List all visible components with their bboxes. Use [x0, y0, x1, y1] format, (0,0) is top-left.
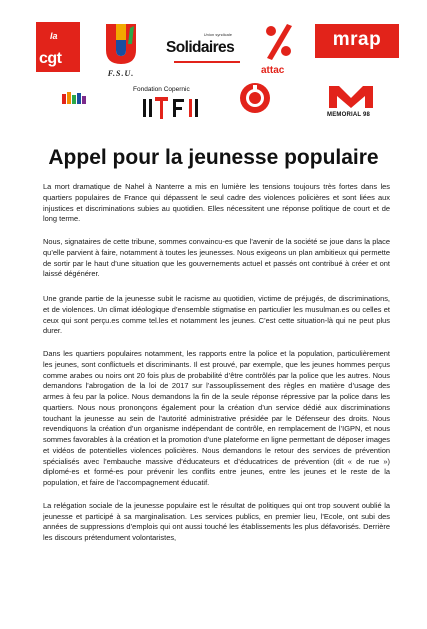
fsu-emblem-icon	[100, 22, 142, 66]
fsu-logo-text: F.S.U.	[107, 69, 135, 78]
fondation-copernic-logo	[133, 86, 213, 120]
paragraph-1: La mort dramatique de Nahel à Nanterre a mis en lumière les tensions toujours très fortes dans les quartiers populaires de France qui dépassent le seul cadre des violences policières et sont liées aux injustices et discriminations subies au quotidien. Elles nécessitent une réponse politique de court et de long terme.	[43, 182, 390, 224]
memorial-98-text: MEMORIAL 98	[327, 112, 371, 118]
cgt-logo	[36, 22, 80, 72]
attac-logo-text: attac	[261, 65, 285, 76]
ldh-logo	[239, 82, 271, 114]
cgt-logo-text: cgt	[39, 50, 62, 67]
appeal-body	[43, 182, 390, 556]
memorial-98-logo	[327, 84, 375, 118]
solidaires-small-text: Union syndicale	[203, 32, 232, 37]
ldh-emblem-icon	[239, 82, 271, 114]
attac-percent-icon	[263, 22, 295, 62]
cgt-logo-small-text: la	[50, 31, 58, 41]
solidaires-logo	[166, 33, 244, 67]
memorial-m-icon	[327, 84, 375, 110]
lgbt-logo	[61, 88, 89, 108]
solidaires-underline	[174, 61, 240, 63]
paragraph-3: Une grande partie de la jeunesse subit le racisme au quotidien, victime de préjugés, de discriminations, et de violences. Un climat idéologique d’ensemble stigmatise en particulier les musulman.es ou celles et ceux qui sont perçu.es comme tel.les et notamment les jeunes. C’est cette situation-là qui ne peut plus durer.	[43, 294, 390, 336]
paragraph-5: La relégation sociale de la jeunesse populaire est le résultat de politiques qui ont trop souvent oublié la jeunesse et participé à sa marginalisation. Les services publics, en premier lieu, l’Ecole, ont subi des années de suppressions d’emplois qui ont aussi touché les établissements les plus défavorisés. Derrière les discours prétendument volontaristes,	[43, 500, 390, 542]
attac-logo	[263, 22, 295, 76]
copernic-bars-icon	[143, 97, 201, 119]
mrap-logo-text: mrap	[332, 29, 382, 50]
rainbow-letters-icon	[61, 88, 89, 108]
mrap-logo	[315, 24, 399, 58]
paragraph-2: Nous, signataires de cette tribune, sommes convaincu-es que l’avenir de la société se joue dans la place qu’elle parvient à faire, notamment à toutes les jeunesses. Nous exigeons un plan ambitieux qui permette de sortir par le haut d’une situation que les gouvernements actuel et passés ont contribué à créer et ont laissé dégénérer.	[43, 237, 390, 279]
solidaires-logo-text: Solidaires	[166, 39, 235, 56]
fondation-copernic-text: Fondation Copernic	[133, 86, 190, 93]
fsu-logo	[100, 22, 142, 78]
page-title: Appel pour la jeunesse populaire	[48, 146, 379, 169]
paragraph-4: Dans les quartiers populaires notamment, les rapports entre la police et la population, particulièrement les jeunes, sont conflictuels et discriminants. Il est prouvé, par exemple, que les jeunes hommes perçus comme arabes ou noirs ont 20 fois plus de probabilité d’être contrôlés par la police que les autres. Nous demandons l’abrogation de la loi de 2017 sur l’assouplissement des règles en matière d’usage des armes à feu par la police. Nous demandons la fin de la seule réponse répressive par la police dans les quartiers. Nous nous prononçons également pour la création d’un service dédié aux discriminations touchant la jeunesse au sein de l’autorité administrative présidée par le Défenseur des droits. Nous revendiquons la création d’un organisme indépendant de contrôle, en remplacement de l’IGPN, et nous sommes favorables à la création et la promotion d’une plateforme en ligne permettant de déposer images et vidéos de potentielles violences policières. Nous demandons le retour des services de prévention spécialisés avec l’embauche massive d’éducateurs et d’éducatrices de prévention (dit « de rue ») diplomé-es et formé-es pour prévenir les conflits entre jeunes, entre les jeunes et le reste de la population, et faire de l’accompagnement éducatif.	[43, 349, 390, 487]
